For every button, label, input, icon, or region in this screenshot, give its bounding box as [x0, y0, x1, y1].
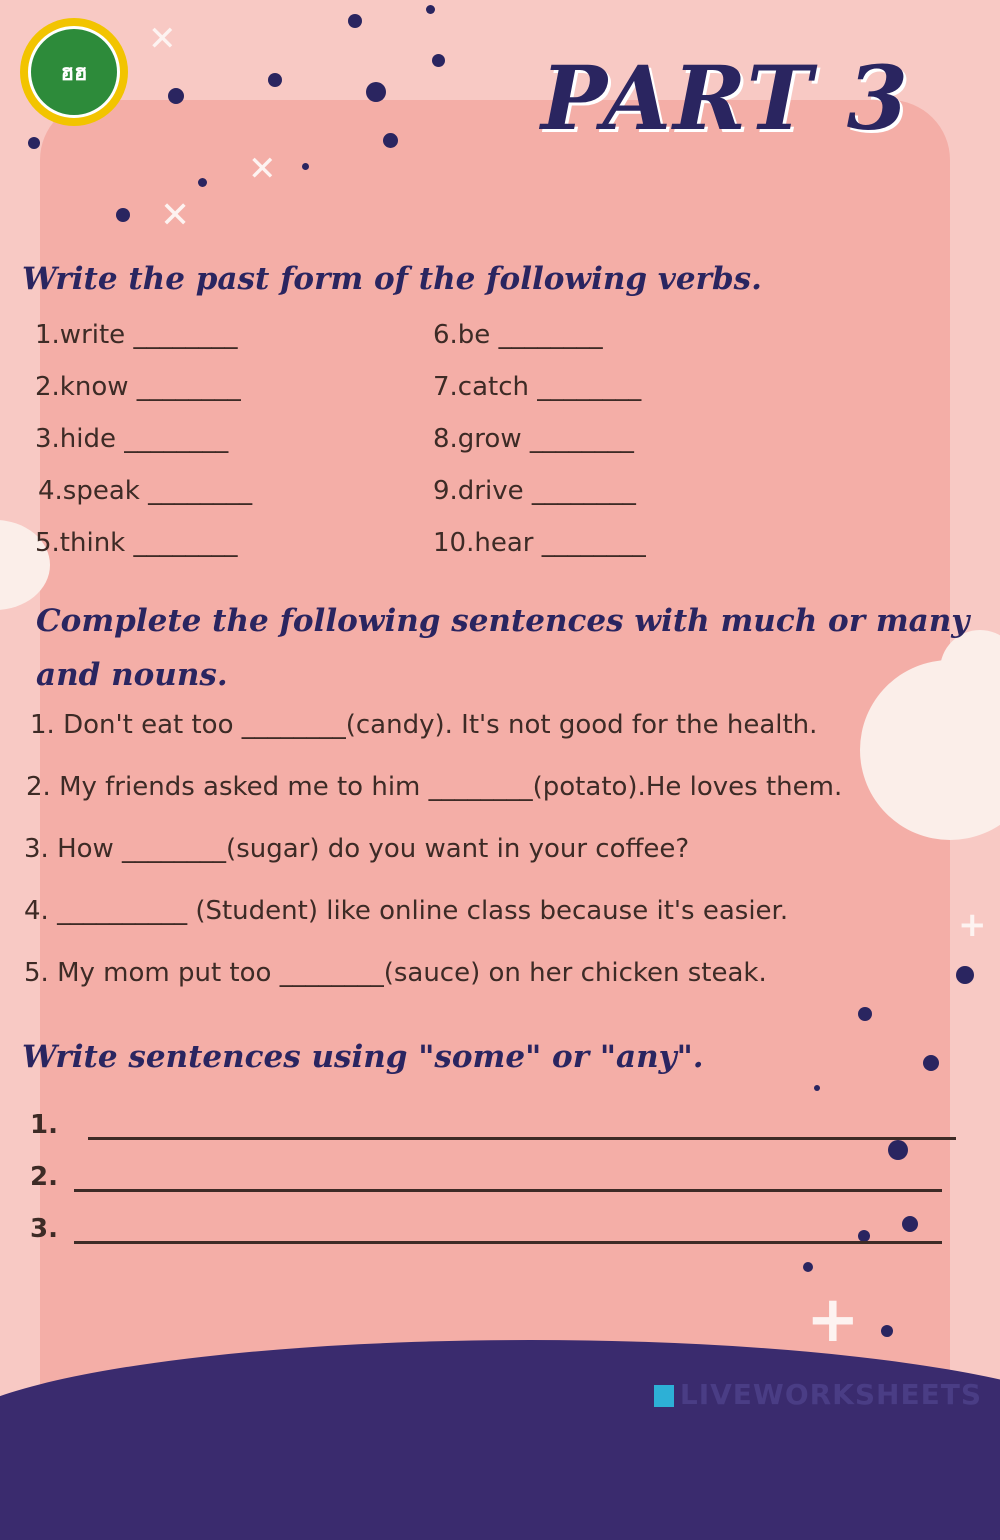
- decor-dot: [198, 178, 207, 187]
- decor-dot: [28, 137, 40, 149]
- decor-dot: [956, 966, 974, 984]
- decor-dot: [432, 54, 445, 67]
- verb-item: 3.hide ________: [35, 424, 229, 454]
- verb-item: 9.drive ________: [433, 476, 636, 506]
- decor-dot: [888, 1140, 908, 1160]
- logo-monogram: ฮฮ: [60, 59, 88, 86]
- liveworksheets-logo-icon: [654, 1385, 674, 1407]
- decor-dot: [366, 82, 386, 102]
- sentence-item: 2. My friends asked me to him ________(potato).He loves them.: [26, 772, 843, 802]
- school-emblem: [28, 26, 120, 118]
- decor-cross: ✕: [248, 149, 277, 189]
- decor-dot: [803, 1262, 813, 1272]
- decor-dot: [923, 1055, 939, 1071]
- writing-row-number: 1.: [30, 1110, 58, 1140]
- writing-row: [30, 1162, 942, 1192]
- decor-cross: ✕: [160, 195, 191, 236]
- page-title: PART 3: [541, 46, 910, 150]
- section2-heading: Complete the following sentences with much or many: [36, 603, 970, 639]
- writing-row-number: 2.: [30, 1162, 58, 1192]
- verb-item: 5.think ________: [35, 528, 238, 558]
- decor-dot: [302, 163, 309, 170]
- section3-heading: Write sentences using "some" or "any".: [22, 1039, 704, 1075]
- verb-item: 6.be ________: [433, 320, 603, 350]
- sentence-item: 4. __________ (Student) like online class because it's easier.: [24, 896, 789, 926]
- writing-line[interactable]: [74, 1219, 942, 1244]
- school-logo: [20, 18, 128, 126]
- liveworksheets-watermark: [654, 1378, 982, 1411]
- decor-dot: [116, 208, 130, 222]
- writing-line[interactable]: [74, 1167, 942, 1192]
- decor-dot: [881, 1325, 893, 1337]
- sentence-item: 3. How ________(sugar) do you want in your coffee?: [24, 834, 690, 864]
- decor-dot: [268, 73, 282, 87]
- decor-dot: [858, 1007, 872, 1021]
- verb-item: 8.grow ________: [433, 424, 634, 454]
- verb-item: 7.catch ________: [433, 372, 642, 402]
- sentence-item: 1. Don't eat too ________(candy). It's not good for the health.: [30, 710, 818, 740]
- decor-dot: [814, 1085, 820, 1091]
- decor-cross: +: [806, 1283, 860, 1357]
- decor-cross: +: [958, 905, 987, 945]
- section2-heading-cont: and nouns.: [36, 657, 228, 693]
- writing-row: [30, 1110, 956, 1140]
- writing-line[interactable]: [88, 1115, 956, 1140]
- decor-dot: [348, 14, 362, 28]
- writing-row-number: 3.: [30, 1214, 58, 1244]
- sentence-item: 5. My mom put too ________(sauce) on her chicken steak.: [24, 958, 767, 988]
- verb-item: 2.know ________: [35, 372, 241, 402]
- verb-item: 10.hear ________: [433, 528, 646, 558]
- section1-heading: Write the past form of the following verbs.: [22, 261, 762, 297]
- writing-row: [30, 1214, 942, 1244]
- decor-dot: [168, 88, 184, 104]
- footer-wave: [0, 1340, 1000, 1540]
- decor-dot: [426, 5, 435, 14]
- verb-item: 4.speak ________: [38, 476, 253, 506]
- verb-item: 1.write ________: [35, 320, 238, 350]
- decor-dot: [383, 133, 398, 148]
- decor-cross: ✕: [148, 19, 177, 59]
- watermark-text: LIVEWORKSHEETS: [679, 1378, 982, 1411]
